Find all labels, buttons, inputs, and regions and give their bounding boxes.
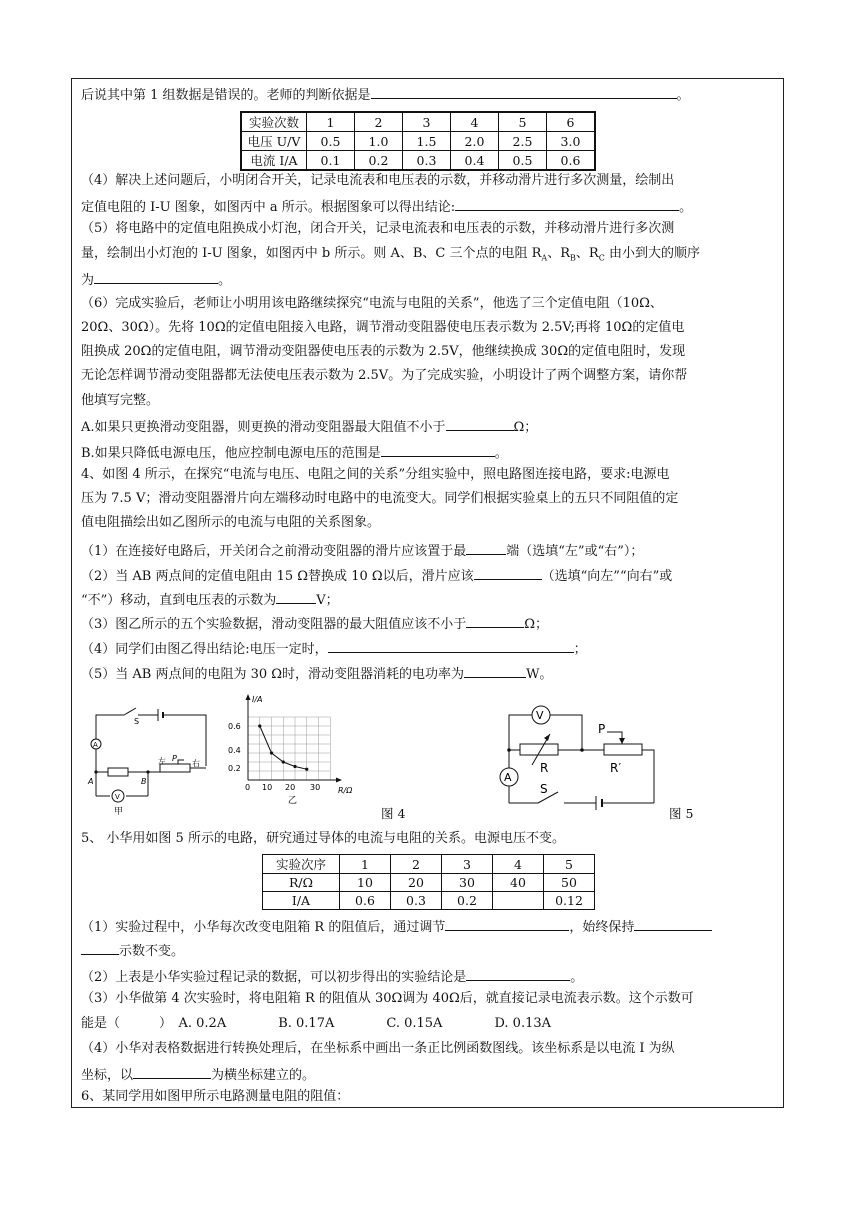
rheostat-label: R′	[610, 761, 622, 775]
fig5-caption: 图 5	[669, 806, 694, 821]
text-line: （5）当 AB 两点间的电阻为 30 Ω时，滑动变阻器消耗的电功率为 W。	[81, 663, 781, 684]
text-line: 坐标，以 为横坐标建立的。	[81, 1064, 781, 1085]
fig4-caption: 图 4	[381, 806, 406, 821]
table-row: 实验次数 1 2 3 4 5 6	[241, 112, 595, 132]
answer-blank[interactable]	[276, 589, 316, 604]
text-line: 后说其中第 1 组数据是错误的。老师的判断依据是 。	[81, 84, 781, 105]
answer-blank[interactable]	[464, 663, 526, 678]
text-line: A.如果只更换滑动变阻器，则更换的滑动变阻器最大阻值不小于 Ω；	[81, 416, 781, 437]
text-line: B.如果只降低电源电压，他应控制电源电压的范围是 。	[81, 442, 781, 463]
answer-blank[interactable]	[328, 638, 574, 653]
point-b-label: B	[141, 777, 147, 786]
answer-blank[interactable]	[446, 416, 514, 431]
data-point	[293, 765, 296, 768]
text-line: 定值电阻的 I-U 图象，如图丙中 a 所示。根据图象可以得出结论: 。	[81, 196, 781, 217]
text-line: 为 。	[81, 269, 781, 290]
answer-blank[interactable]	[455, 196, 679, 211]
text-line: 阻换成 20Ω的定值电阻，调节滑动变阻器使电压表的示数为 2.5V，他继续换成 30Ω的定值电阻时，发现	[81, 344, 686, 359]
answer-blank[interactable]	[133, 1064, 211, 1079]
x-tick-label: 0	[245, 783, 251, 792]
data-point	[282, 760, 285, 763]
text-line: （2）上表是小华实验过程记录的数据，可以初步得出的实验结论是 。	[81, 966, 781, 987]
text-line: （5）将电路中的定值电阻换成小灯泡，闭合开关，记录电流表和电压表的示数，并移动滑片进行多次测	[81, 221, 675, 236]
answer-blank[interactable]	[466, 966, 570, 981]
text-line: 5、 小华用如图 5 所示的电路，研究通过导体的电流与电阻的关系。电源电压不变。	[81, 831, 565, 846]
fig4-circuit	[86, 700, 216, 815]
answer-blank[interactable]	[81, 940, 119, 955]
answer-blank[interactable]	[474, 565, 542, 580]
text-line: （3）小华做第 4 次实验时，将电阻箱 R 的阻值从 30Ω调为 40Ω后，就直接记录电流表示数。这个示数可	[81, 991, 694, 1006]
text-line: 压为 7.5 V；滑动变阻器滑片向左端移动时电路中的电流变大。同学们根据实验桌上的五只不同阻值的定	[81, 491, 679, 506]
answer-blank[interactable]	[466, 540, 506, 555]
text-line: （4）解决上述问题后，小明闭合开关，记录电流表和电压表的示数，并移动滑片进行多次测量，绘制出	[81, 173, 675, 188]
y-tick-label: 0.2	[228, 764, 241, 773]
text-line: （4）小华对表格数据进行转换处理后，在坐标系中画出一条正比例函数图线。该坐标系是以电流 I 为纵	[81, 1041, 675, 1056]
text-line: 值电阻描绘出如乙图所示的电流与电阻的关系图象。	[81, 515, 381, 530]
fig5-circuit	[492, 700, 662, 810]
slider-p-label: P	[598, 722, 606, 736]
data-point	[258, 724, 261, 727]
answer-blank[interactable]	[445, 916, 569, 931]
y-tick-label: 0.6	[228, 722, 241, 731]
left-label: 左	[158, 757, 166, 766]
ammeter-label: A	[504, 771, 512, 784]
figure-yi-label: 乙	[288, 796, 298, 806]
point-a-label: A	[88, 777, 94, 786]
x-tick-label: 10	[262, 783, 273, 792]
text-line: （1）在连接好电路后，开关闭合之前滑动变阻器的滑片应该置于最 端（选填“左”或“右”）；	[81, 540, 781, 561]
answer-blank[interactable]	[381, 442, 495, 457]
text-line: （2）当 AB 两点间的定值电阻由 15 Ω替换成 10 Ω以后，滑片应该 （选填“向左”“向右”或	[81, 565, 781, 586]
table-row: R/Ω 10 20 30 40 50	[263, 874, 595, 892]
text-line: （3）图乙所示的五个实验数据，滑动变阻器的最大阻值应该不小于 Ω；	[81, 613, 781, 634]
y-tick-label: 0.4	[228, 746, 241, 755]
y-axis-label: I/A	[252, 695, 263, 704]
text-line: 能是（ ） A. 0.2A B. 0.17A C. 0.15A D. 0.13A	[81, 1016, 552, 1031]
ammeter-label: A	[93, 741, 98, 749]
answer-blank[interactable]	[371, 84, 677, 99]
answer-blank[interactable]	[94, 269, 218, 284]
voltmeter-label: V	[115, 793, 120, 801]
table-row: 电压 U/V 0.5 1.0 1.5 2.0 2.5 3.0	[241, 132, 595, 151]
table-row: I/A 0.6 0.3 0.2 0.12	[263, 892, 595, 910]
text-line: （4）同学们由图乙得出结论:电压一定时， ；	[81, 638, 781, 659]
text-line: “不”）移动，直到电压表的示数为 V；	[81, 589, 781, 610]
text-line: 无论怎样调节滑动变阻器都无法使电压表示数为 2.5V。为了完成实验，小明设计了两个调整方案，请你帮	[81, 368, 688, 383]
x-tick-label: 30	[310, 783, 321, 792]
resistor-r-label: R	[540, 761, 549, 775]
x-tick-label: 20	[285, 783, 296, 792]
x-axis-label: R/Ω	[338, 786, 353, 795]
voltmeter-label: V	[536, 709, 544, 722]
text-line: 示数不变。	[81, 940, 781, 961]
table-row: 电流 I/A 0.1 0.2 0.3 0.4 0.5 0.6	[241, 151, 595, 171]
switch-label: S	[540, 782, 548, 796]
slider-p-label: P	[172, 754, 177, 763]
data-point	[270, 751, 273, 754]
text-line: 20Ω、30Ω）。先将 10Ω的定值电阻接入电路，调节滑动变阻器使电压表示数为 2.5V;再将 10Ω的定值电	[81, 320, 685, 335]
data-table-1	[240, 111, 596, 171]
text-line: 量，绘制出小灯泡的 I-U 图象，如图丙中 b 所示。则 A、B、C 三个点的电阻 $R_A$、$R_B$、$R_C$ 由小到大的顺序	[81, 246, 700, 263]
answer-blank[interactable]	[466, 613, 524, 628]
text-line: （6）完成实验后，老师让小明用该电路继续探究“电流与电阻的关系”，他选了三个定值电阻（10Ω、	[81, 296, 663, 311]
text-line: 他填写完整。	[81, 393, 160, 408]
figure-jia-label: 甲	[114, 807, 124, 817]
text-line: 6、某同学用如图甲所示电路测量电阻的阻值：	[81, 1089, 350, 1104]
data-point	[305, 768, 308, 771]
data-table-2	[262, 854, 595, 910]
fig4-graph	[228, 690, 363, 815]
answer-blank[interactable]	[634, 916, 712, 931]
text-line: 4、如图 4 所示，在探究“电流与电压、电阻之间的关系”分组实验中，照电路图连接电路，要求:电源电	[81, 467, 670, 482]
text-line: （1）实验过程中，小华每次改变电阻箱 R 的阻值后，通过调节 ，始终保持	[81, 916, 781, 937]
right-label: 右	[192, 759, 200, 768]
switch-label: S	[134, 717, 140, 726]
table-row: 实验次序 1 2 3 4 5	[263, 855, 595, 874]
